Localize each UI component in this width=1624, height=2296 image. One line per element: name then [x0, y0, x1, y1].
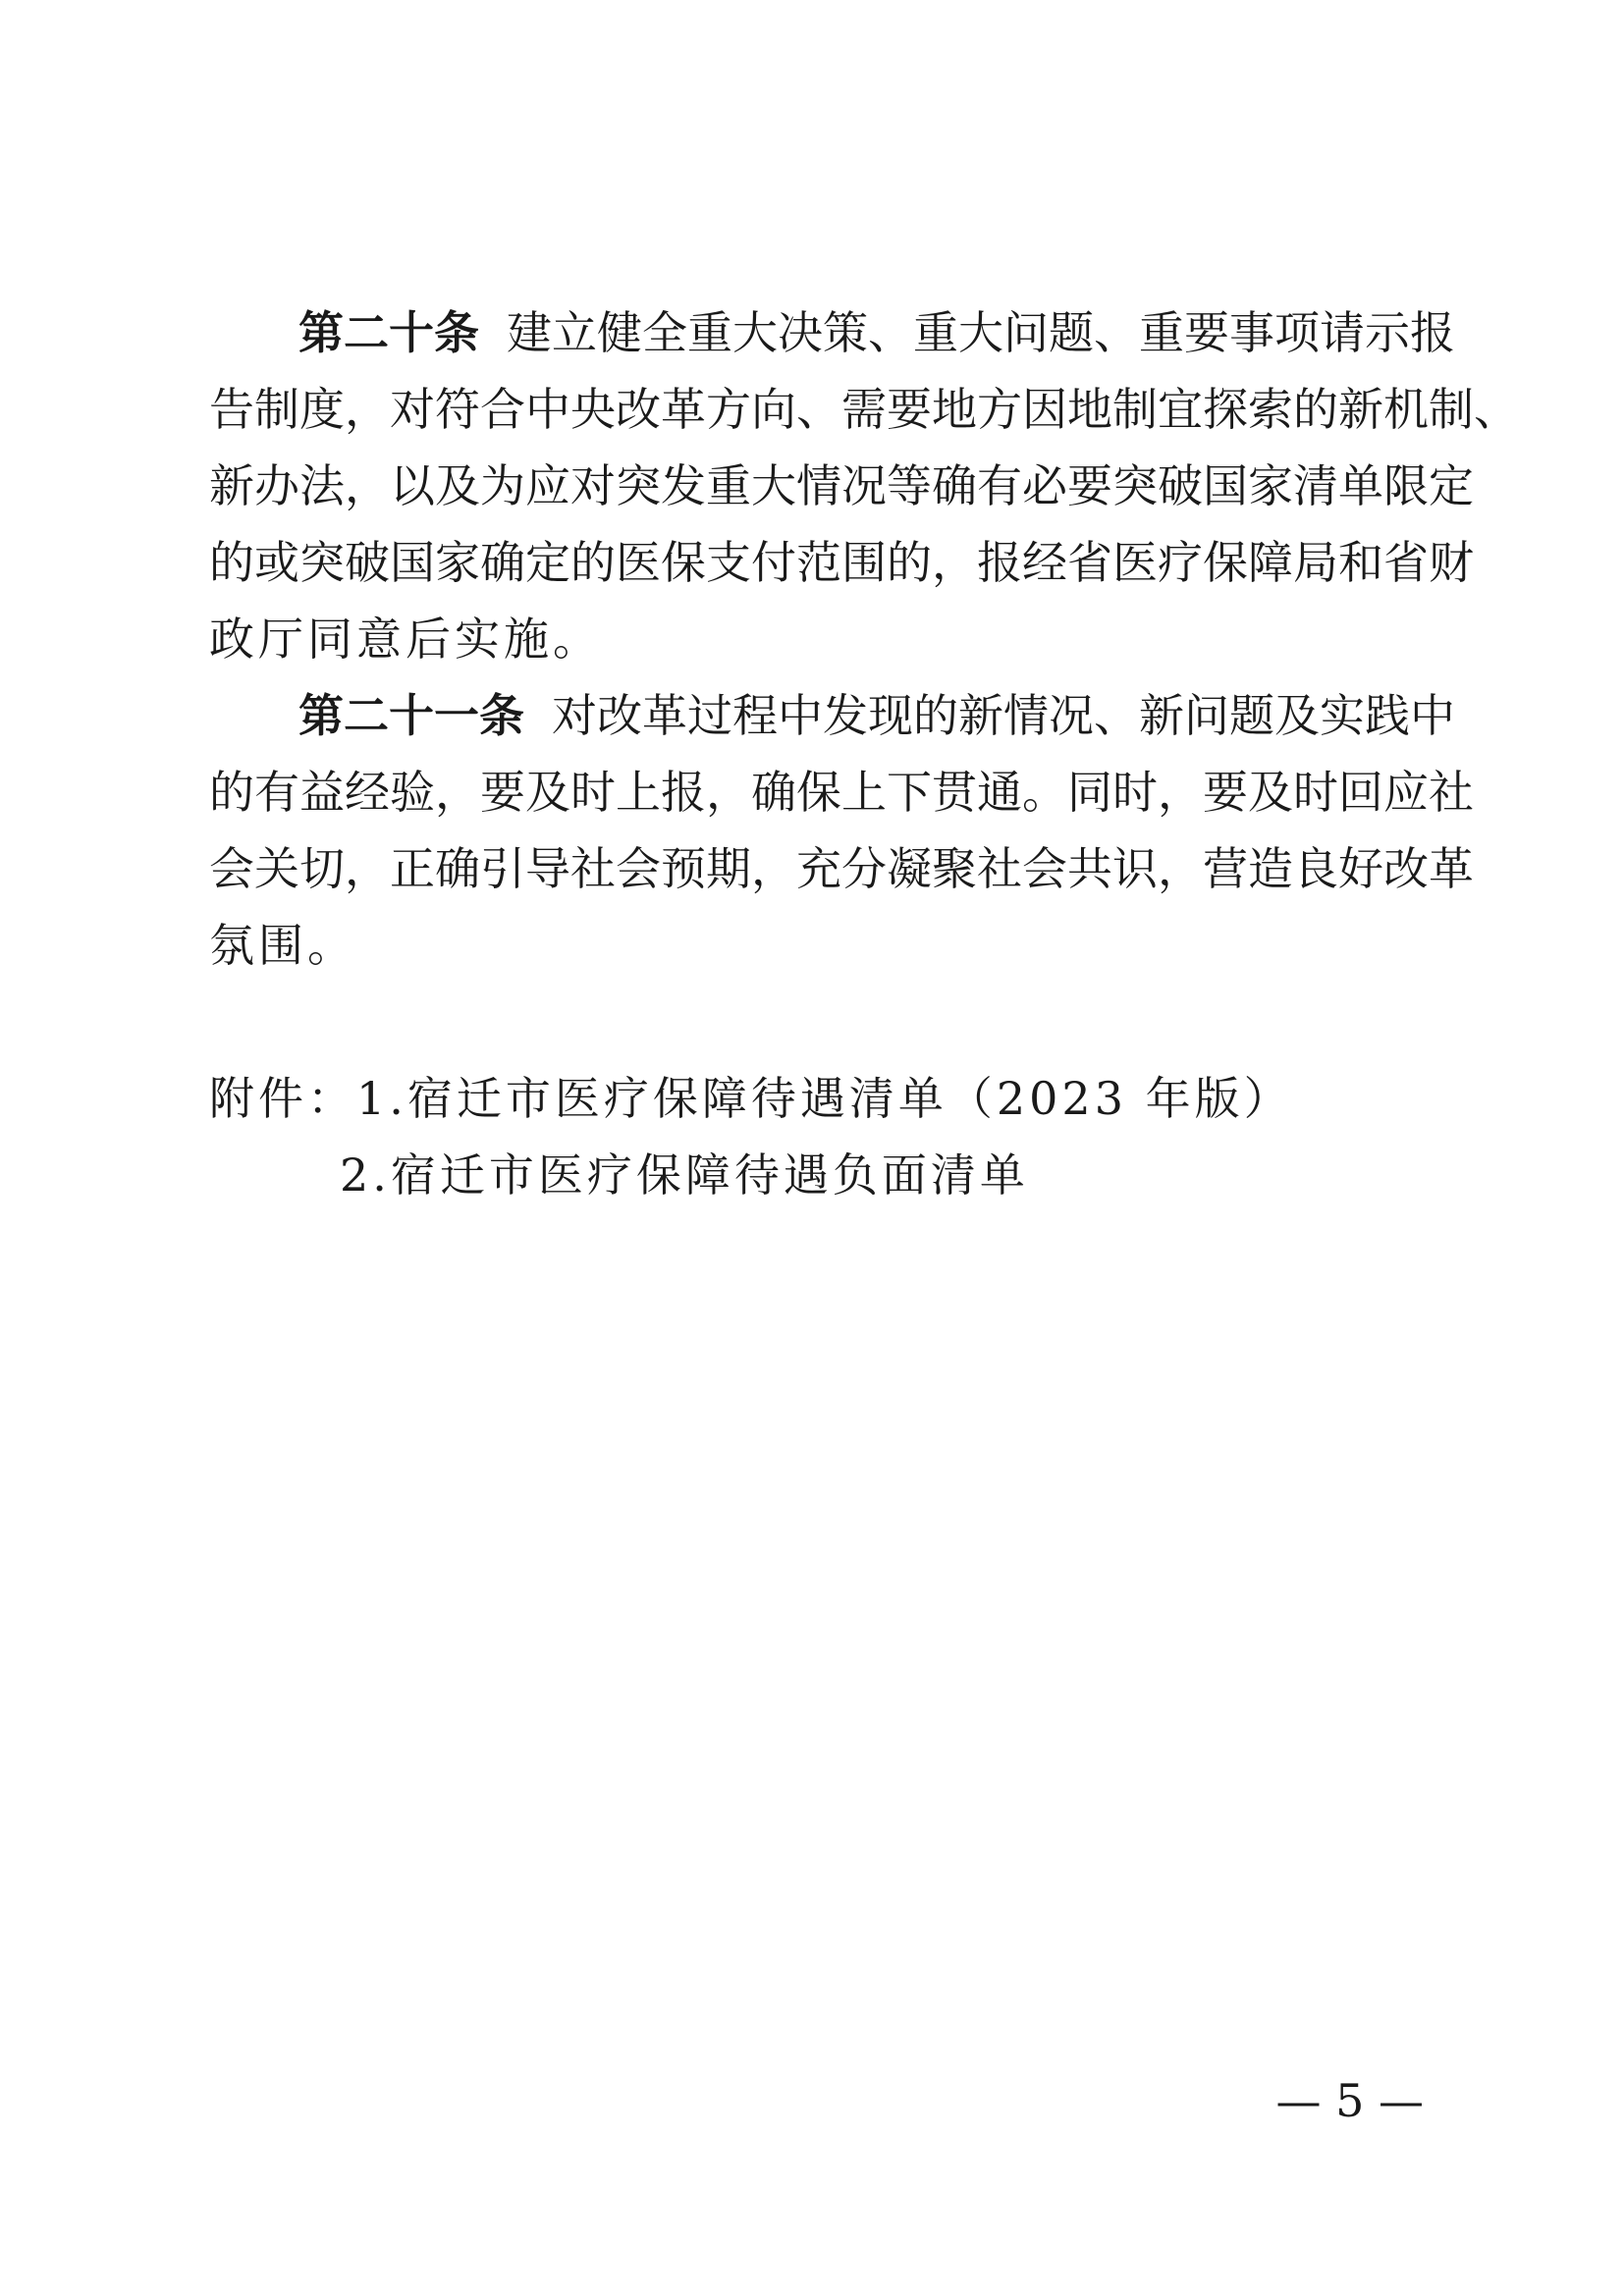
article-21-text-1: 对改革过程中发现的新情况、新问题及实践中	[552, 689, 1455, 742]
article-20-line-1	[298, 294, 1455, 371]
article-20-line-3: 新办法，以及为应对突发重大情况等确有必要突破国家清单限定	[209, 459, 1474, 512]
article-21-heading: 第二十一条	[298, 689, 524, 742]
article-20-text-1: 建立健全重大决策、重大问题、重要事项请示报	[507, 306, 1455, 359]
attachment-item-1: 1.宿迁市医疗保障待遇清单（2023 年版）	[356, 1072, 1293, 1125]
article-21-line-2: 的有益经验，要及时上报，确保上下贯通。同时，要及时回应社	[209, 766, 1474, 819]
article-21-line-4: 氛围。	[209, 919, 356, 972]
article-20-line-5: 政厅同意后实施。	[209, 613, 602, 666]
article-20-line-2: 告制度，对符合中央改革方向、需要地方因地制宜探索的新机制、	[209, 383, 1519, 436]
attachments-line-1	[209, 1060, 1293, 1137]
attachments-label: 附件：	[209, 1072, 356, 1125]
article-21-line-3: 会关切，正确引导社会预期，充分凝聚社会共识，营造良好改革	[209, 842, 1474, 895]
page-number: — 5 —	[1275, 2074, 1424, 2127]
attachment-item-2: 2.宿迁市医疗保障待遇负面清单	[340, 1148, 1029, 1201]
article-20-heading: 第二十条	[298, 306, 479, 359]
article-21-line-1	[298, 677, 1455, 754]
article-20-line-4: 的或突破国家确定的医保支付范围的，报经省医疗保障局和省财	[209, 536, 1474, 589]
